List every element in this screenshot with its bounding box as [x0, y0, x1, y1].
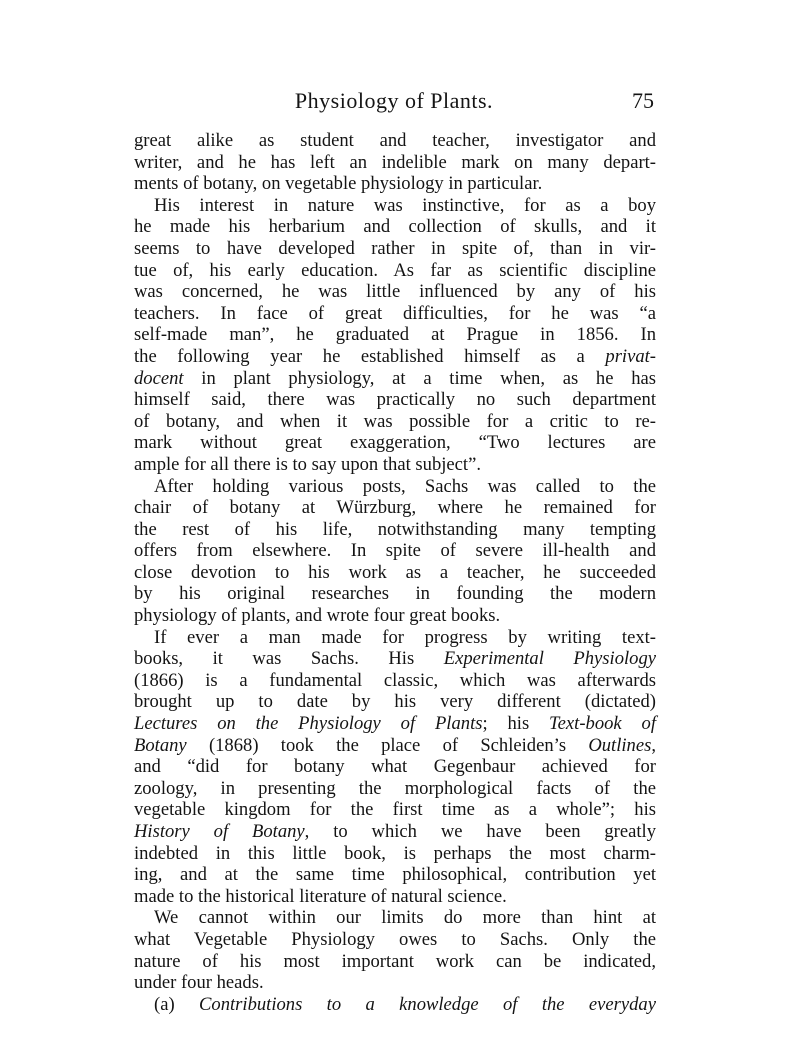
paragraph-4	[134, 627, 656, 908]
text-line: indebted in this little book, is perhaps the most charm-	[134, 842, 656, 864]
text-line: books, it was Sachs. His Experimental Physiology	[134, 648, 657, 670]
text-line: nature of his most important work can be indicated,	[134, 950, 656, 972]
text-line: (a) Contributions to a knowledge of the everyday	[154, 993, 656, 1015]
text-line: We cannot within our limits do more than hint at	[154, 907, 656, 929]
paragraph-3	[134, 476, 656, 627]
text-line: physiology of plants, and wrote four great books.	[134, 605, 501, 627]
text-line: tue of, his early education. As far as scientific discipline	[134, 259, 656, 281]
text-line: he made his herbarium and collection of skulls, and it	[134, 216, 656, 238]
page-number: 75	[632, 88, 654, 113]
text-line: vegetable kingdom for the first time as a whole”; his	[134, 799, 656, 821]
text-line: Lectures on the Physiology of Plants; his Text-book of	[134, 713, 656, 735]
text-line: ample for all there is to say upon that subject”.	[134, 453, 481, 475]
text-line: himself said, there was practically no such department	[134, 389, 656, 411]
text-line: teachers. In face of great difficulties, for he was “a	[134, 302, 656, 324]
text-line: If ever a man made for progress by writing text-	[154, 626, 656, 648]
text-line: under four heads.	[134, 972, 264, 994]
text-line: self-made man”, he graduated at Prague in 1856. In	[134, 324, 656, 346]
body-text	[134, 130, 656, 1015]
running-head	[134, 88, 654, 118]
text-line: close devotion to his work as a teacher, he succeeded	[134, 561, 656, 583]
paragraph-6	[134, 994, 656, 1016]
text-line: and “did for botany what Gegenbaur achieved for	[134, 756, 656, 778]
paragraph-5	[134, 907, 656, 993]
text-line: docent in plant physiology, at a time when, as he has	[134, 367, 656, 389]
paragraph-1	[134, 130, 656, 195]
text-line: brought up to date by his very different (dictated)	[134, 691, 656, 713]
text-line: mark without great exaggeration, “Two lectures are	[134, 432, 656, 454]
text-line: zoology, in presenting the morphological facts of the	[134, 777, 656, 799]
text-line: the rest of his life, notwithstanding many tempting	[134, 518, 656, 540]
text-line: ing, and at the same time philosophical, contribution yet	[134, 864, 656, 886]
text-line: the following year he established himself as a privat-	[134, 345, 656, 367]
text-line: what Vegetable Physiology owes to Sachs. Only the	[134, 928, 656, 950]
text-line: seems to have developed rather in spite of, than in vir-	[134, 237, 656, 259]
text-line: offers from elsewhere. In spite of severe ill-health and	[134, 540, 656, 562]
text-line: made to the historical literature of natural science.	[134, 885, 507, 907]
text-line: (1866) is a fundamental classic, which was afterwards	[134, 669, 656, 691]
text-line: chair of botany at Würzburg, where he remained for	[134, 497, 656, 519]
text-line: by his original researches in founding the modern	[134, 583, 656, 605]
paragraph-2	[134, 195, 656, 476]
text-line: was concerned, he was little influenced by any of his	[134, 281, 656, 303]
text-line: writer, and he has left an indelible mark on many depart-	[134, 151, 656, 173]
text-line: Botany (1868) took the place of Schleiden’s Outlines,	[134, 734, 656, 756]
text-line: After holding various posts, Sachs was called to the	[154, 475, 656, 497]
running-title: Physiology of Plants.	[294, 88, 494, 113]
text-line: ments of botany, on vegetable physiology in particular.	[134, 173, 543, 195]
text-line: History of Botany, to which we have been greatly	[134, 821, 656, 842]
text-line: of botany, and when it was possible for a critic to re-	[134, 410, 656, 432]
text-line: His interest in nature was instinctive, for as a boy	[154, 194, 656, 216]
text-line: great alike as student and teacher, investigator and	[134, 130, 656, 151]
